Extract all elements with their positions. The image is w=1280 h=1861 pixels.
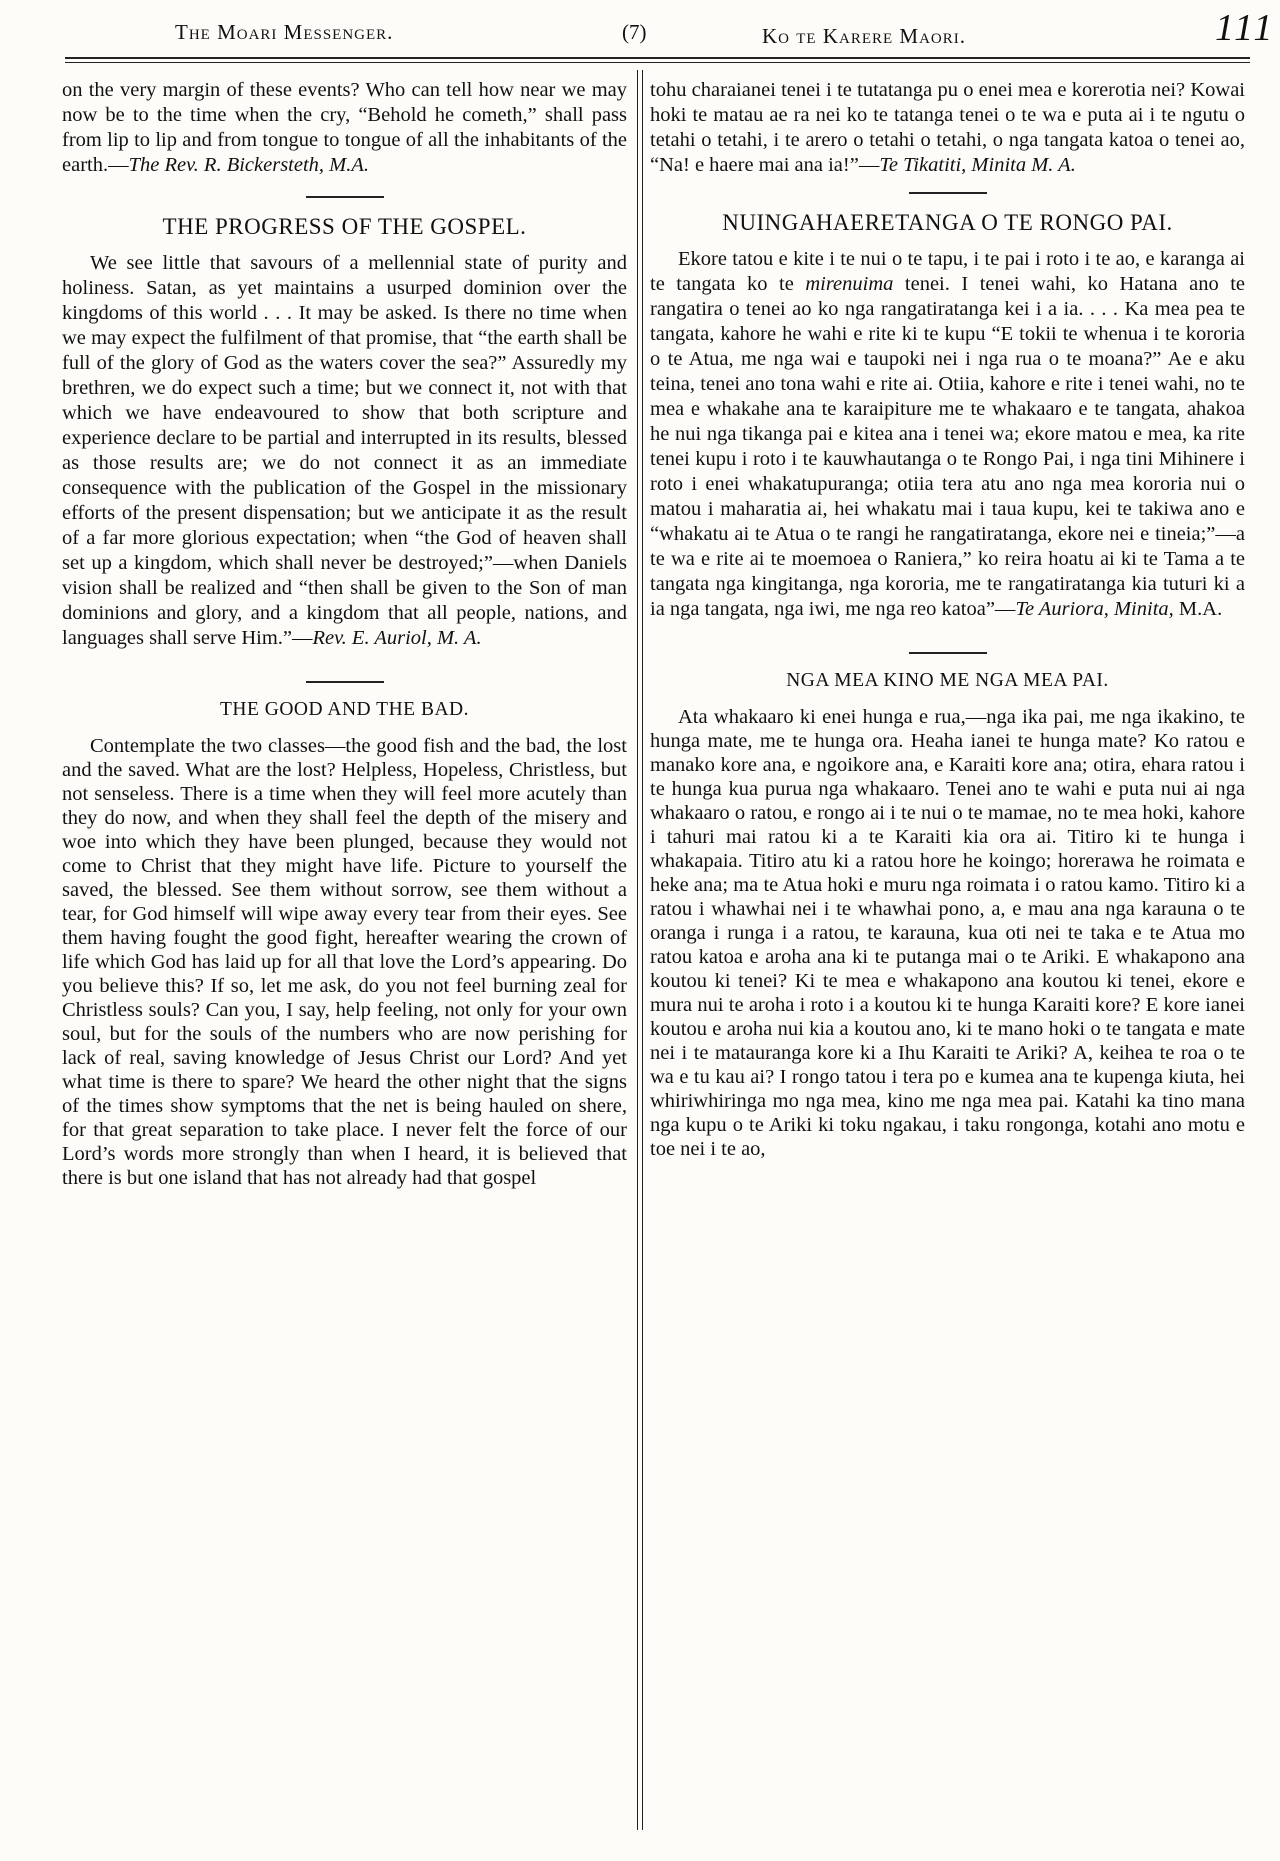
header-left-title: The Moari Messenger. (175, 20, 394, 44)
maori-progress-body-a: Ekore tatou e kite i te nui o te tapu, i te pai i roto i te ao, e karanga ai te tangata ko te (650, 248, 1245, 295)
handwritten-page-number: 111 (1215, 7, 1276, 49)
maori-good-bad-heading: NGA MEA KINO ME NGA MEA PAI. (786, 670, 1109, 691)
page-header (0, 0, 1280, 52)
maori-progress-heading: NUINGAHAERETANGA O TE RONGO PAI. (722, 210, 1173, 235)
header-page-number: (7) (622, 20, 647, 44)
header-rule-thin (65, 62, 1250, 63)
section-rule (306, 681, 384, 683)
english-progress-paragraph (62, 251, 627, 651)
maori-intro-text: tohu charaianei tenei i te tutatanga pu o enei mea e korerotia nei? Kowai hoki te matau ae ra nei ko te tatanga tenei o te wa e puta ai i te ngutu o tetahi o tetahi, i te arero o tetahi o tetahi, o nga tangata katoa o tenei ao, “Na! e haere mai ana ia!”— (650, 79, 1245, 176)
english-good-bad-body: Contemplate the two classes—the good fish and the bad, the lost and the saved. What are the lost? Helpless, Hopeless, Christless, but not senseless. There is a time when they will feel more acutely than they do now, and when they shall feel the depth of the misery and woe into which they have been plunged, because they would not come to Christ that they might have life. Picture to yourself the saved, the blessed. See them without sorrow, see them without a tear, for God himself will wipe away every tear from their eyes. See them having fought the good fight, hereafter wearing the crown of life which God has laid up for all that love the Lord’s appearing. Do you believe this? If so, let me ask, do you not feel burning zeal for Christless souls? Can you, I say, help feeling, not only for your own soul, but for the souls of the numbers who are now perishing for lack of real, saving knowledge of Jesus Christ our Lord? And yet what time is there to spare? We heard the other night that the signs of the times show symptoms that the net is being hauled on shere, for that great separation to take place. I never felt the force of our Lord’s words more strongly than when I heard, it is believed that there is but one island that has not already had that gospel (62, 735, 627, 1189)
section-rule (909, 652, 987, 654)
english-column (62, 78, 627, 1190)
maori-intro-attribution: Te Tikatiti, Minita M. A. (879, 154, 1076, 176)
english-intro-attribution: The Rev. R. Bickersteth, M.A. (128, 154, 370, 176)
maori-progress-attribution: Te Auriora, Minita, (1015, 598, 1174, 620)
maori-progress-body-b: tenei. I tenei wahi, ko Hatana ano te rangatira o tenei ao ko nga rangatiratanga kei i a ia. . . . Ka mea pea te tangata, kahore he wahi e rite ki te kupu “E tokii te whenua i te kororia o te Atua, me nga wai e taupoki nei i nga rua o te moana?” Ae e aku teina, tenei ano tona wahi e rite ai. Otiia, kahore e rite i tenei wahi, no te mea e whakahe ana te karaipiture me te whakaaro e te tangata, ahakoa he nui nga tikanga pai e kitea ana i tenei wa; ekore matou e mea, ka rite tenei kupu i roto i te kauwhautanga o te Rongo Pai, i nga tini Mihinere i roto i enei whakatupuranga; otiia tera atu ano nga mea kororia nui o matou i maharatia ai, hei whakatu mai i taua kupu, kei te takiwa ano e “whakatu ai te Atua o te rangi he rangatiratanga, ekore nei e tineia;”—a te wa e rite ai te moemoea o Raniera,” ko reira hoatu ai ki te Tama a te tangata nga kingitanga, nga kororia, me te rangatiratanga kia tuturi ki a ia nga tangata, nga iwi, me nga reo katoa”— (650, 273, 1245, 620)
maori-intro-paragraph (650, 78, 1245, 178)
english-progress-attribution: Rev. E. Auriol, M. A. (312, 627, 482, 649)
column-divider (637, 70, 643, 1830)
english-good-bad-heading: THE GOOD AND THE BAD. (219, 699, 469, 720)
header-rule (65, 57, 1250, 59)
english-intro-text: on the very margin of these events? Who can tell how near we may now be to the time when the cry, “Behold he cometh,” shall pass from lip to lip and from tongue to tongue of all the inhabitants of the earth.— (62, 79, 627, 176)
maori-progress-italic-word: mirenuima (805, 273, 894, 295)
maori-progress-paragraph (650, 247, 1245, 622)
english-intro-paragraph (62, 78, 627, 178)
english-progress-heading: THE PROGRESS OF THE GOSPEL. (162, 214, 527, 239)
section-rule (909, 192, 987, 194)
maori-column (650, 78, 1245, 1161)
maori-progress-attribution-tail: M.A. (1173, 598, 1223, 620)
maori-good-bad-body: Ata whakaaro ki enei hunga e rua,—nga ika pai, me nga ikakino, te hunga mate, me te hunga ora. Heaha ianei te hunga mate? Ko ratou e manako kore ana, e ngoikore ana, e Karaiti kore ana; otira, ehara ratou i te hunga kua purua nga whakaaro. Tenei ano te wahi e puta nui ai nga whakaaro o ratou, e rongo ai i te nui o te mamae, no te mea hoki, kahore i tahuri mai ratou ki a te Karaiti kia ora ai. Titiro ki te hunga i whakapaia. Titiro atu ki a ratou hore he koingo; horerawa he roimata e heke ana; ma te Atua hoki e muru nga roimata i o ratou kamo. Titiro ki a ratou i whawhai nei i te whawhai pono, a, e mau ana nga karauna o te oranga i runga i a ratou, te karauna, kua oti nei te taka e te Atua mo ratou katoa e aroha ana ki te putanga mai o te Ariki. E whakapono ana koutou ki tenei? Ki te mea e whakapono ana koutou ki tenei, ekore e mura nui te aroha i roto i a koutou ki te hunga Karaiti kore? E kore ianei koutou e aroha nui kia a koutou ano, ki te mano hoki o te tangata e mate nei i te matauranga kore ki a Ihu Karaiti te Ariki? A, keihea te roa o te wa e tu kau ai? I rongo tatou i tera po e kumea ana te kupenga kiuta, hei whiriwhiringa mo nga mea, kino me nga mea pai. Katahi ka tino mana nga kupu o te Ariki ki toku ngakau, i taku rongonga, kotahi ano motu e toe nei i te ao, (650, 706, 1245, 1160)
header-right-title: Ko te Karere Maori. (762, 24, 966, 48)
english-progress-body: We see little that savours of a mellennial state of purity and holiness. Satan, as yet maintains a usurped dominion over the kingdoms of this world . . . It may be asked. Is there no time when we may expect the fulfilment of that promise, that “the earth shall be full of the glory of God as the waters cover the sea?” Assuredly my brethren, we do expect such a time; but we connect it, not with that which we have endeavoured to show that both scripture and experience declare to be partial and interrupted in its results, blessed as those results are; we do not connect it as an immediate consequence with the publication of the Gospel in the missionary efforts of the present dispensation; but we anticipate it as the result of a far more glorious expectation; when “the God of heaven shall set up a kingdom, which shall never be destroyed;”—when Daniels vision shall be realized and “then shall be given to the Son of man dominions and glory, and a kingdom that all people, nations, and languages shall serve Him.”— (62, 252, 627, 649)
section-rule (306, 196, 384, 198)
